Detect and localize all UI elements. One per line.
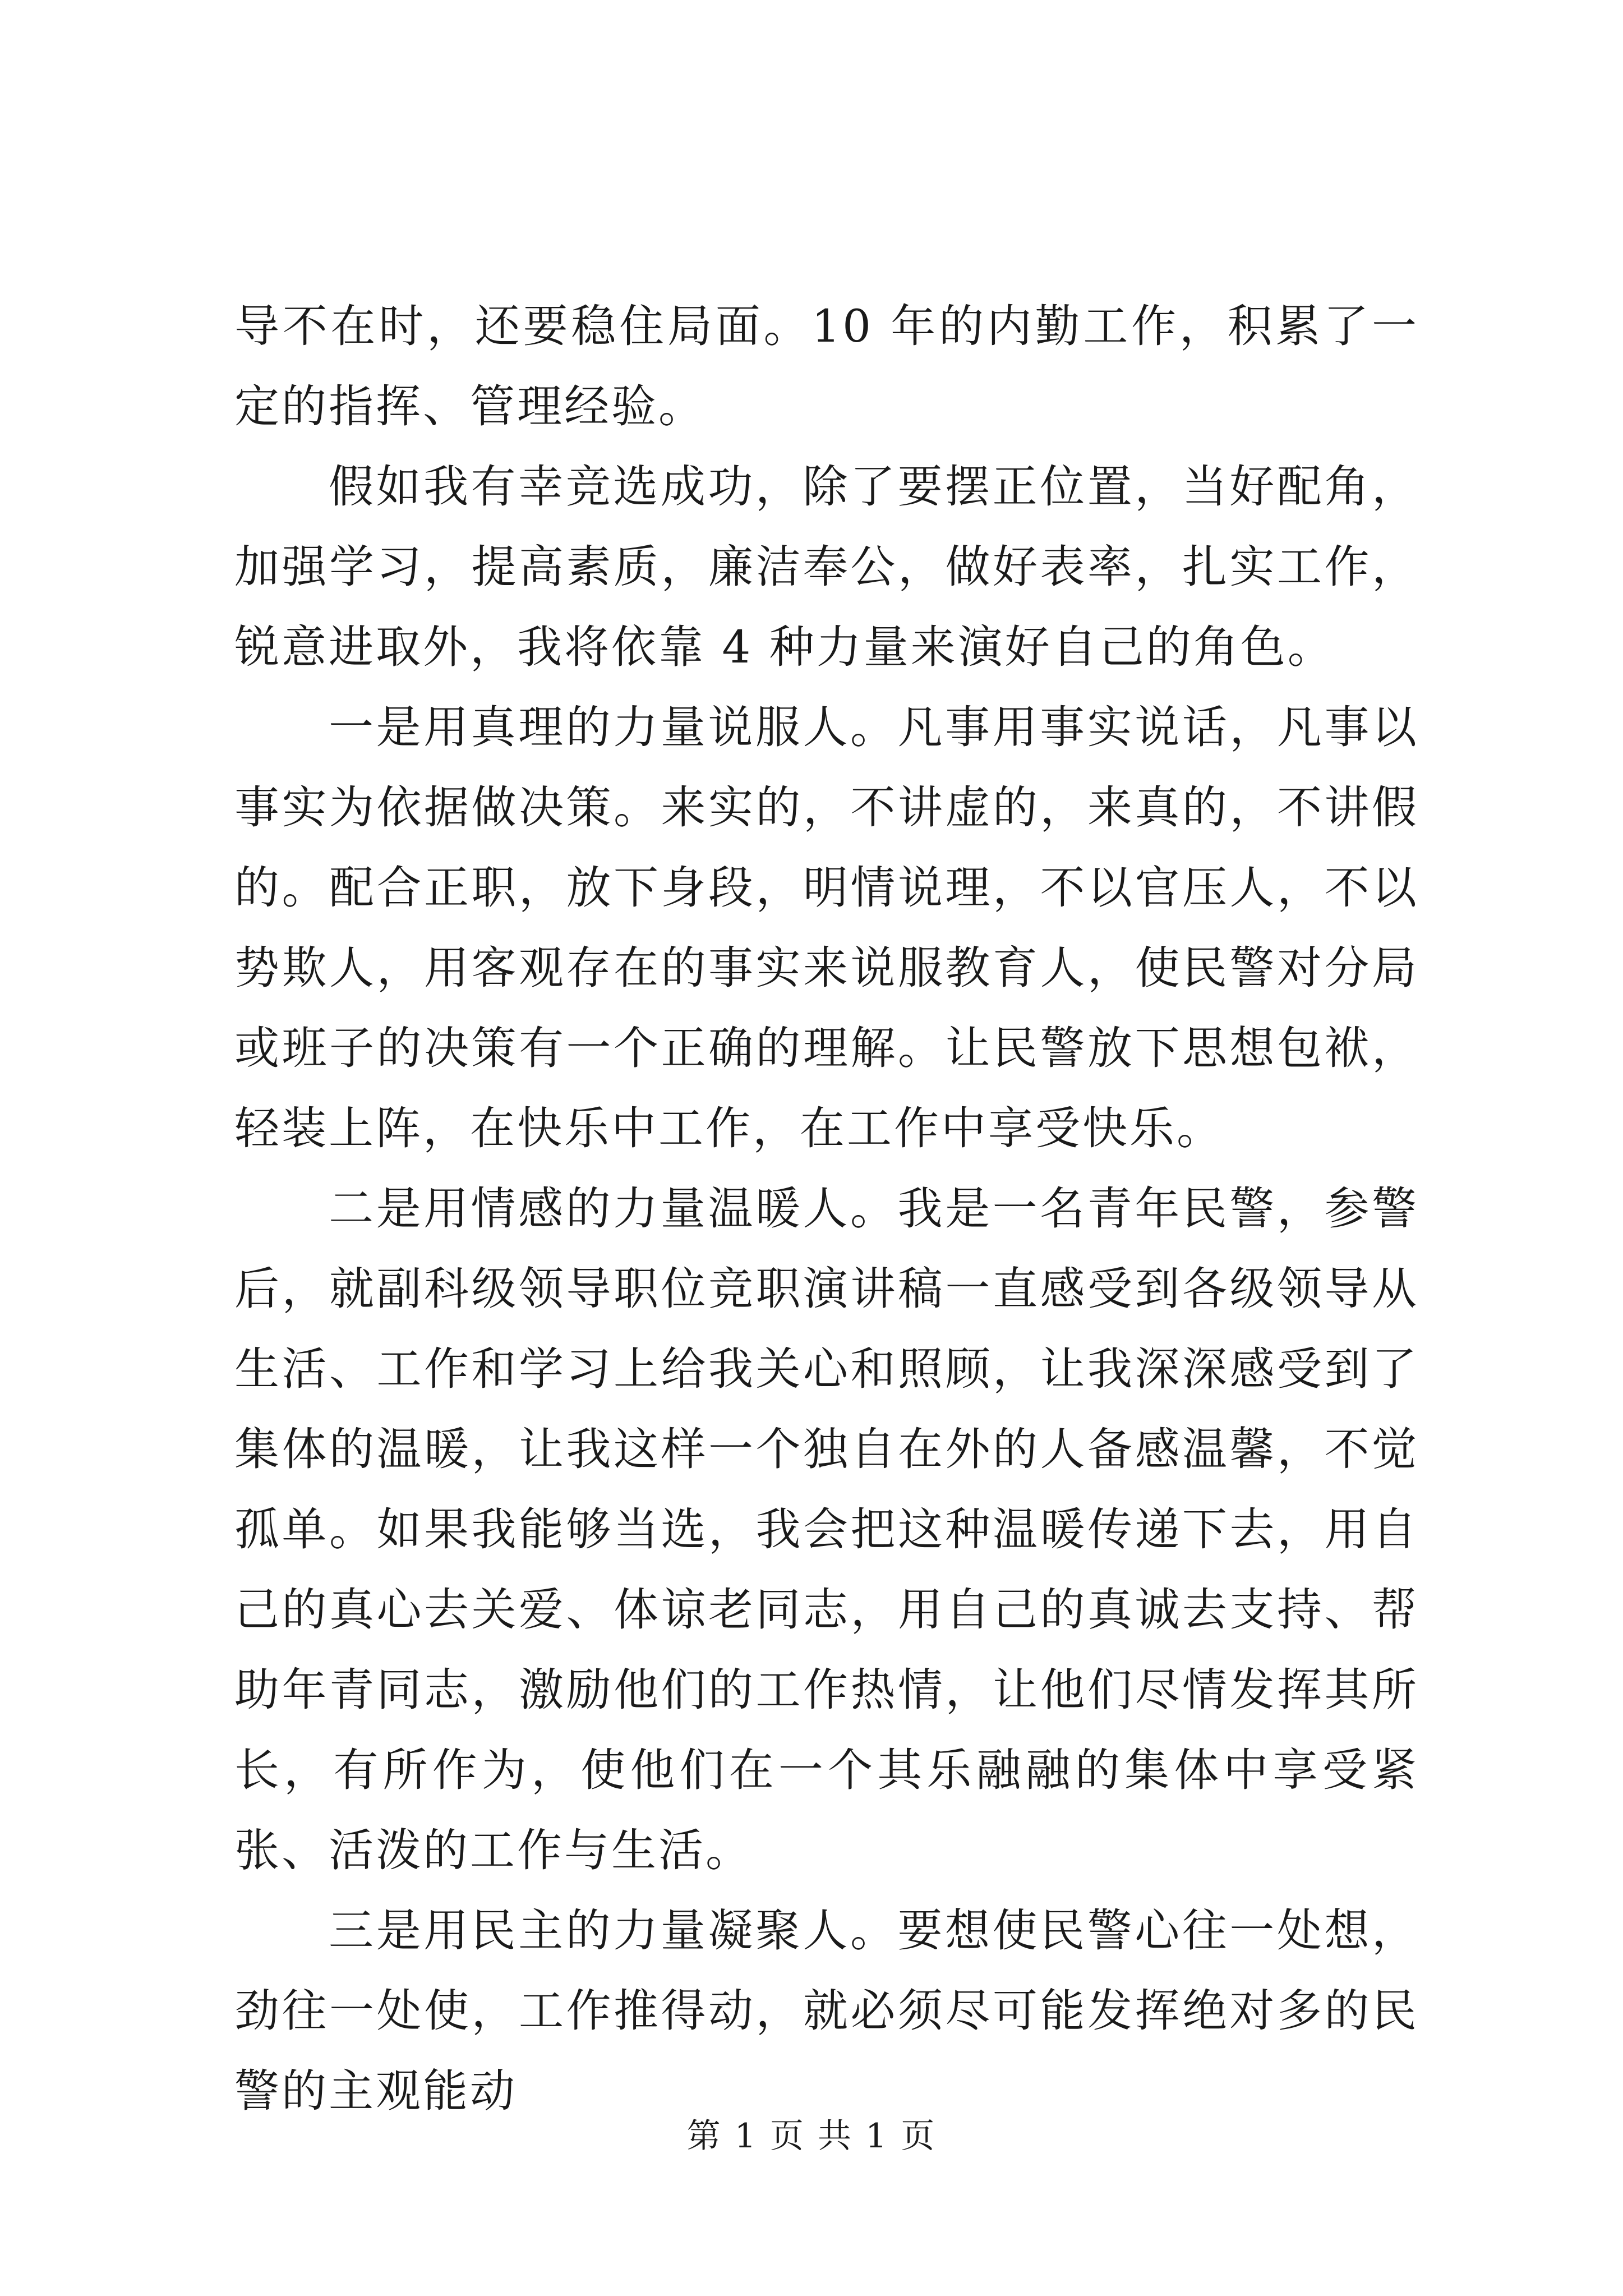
paragraph-4: 二是用情感的力量温暖人。我是一名青年民警，参警后，就副科级领导职位竞职演讲稿一直感受到各级领导从生活、工作和学习上给我关心和照顾，让我深深感受到了集体的温暖，让我这样一个独自在外的人备感温馨，不觉孤单。如果我能够当选，我会把这种温暖传递下去，用自己的真心去关爱、体谅老同志，用自己的真诚去支持、帮助年青同志，激励他们的工作热情，让他们尽情发挥其所长，有所作为，使他们在一个其乐融融的集体中享受紧张、活泼的工作与生活。	[234, 1182, 1419, 1876]
paragraph-5: 三是用民主的力量凝聚人。要想使民警心往一处想，劲往一处使，工作推得动，就必须尽可能发挥绝对多的民警的主观能动	[234, 1904, 1419, 2117]
page-footer: 第 1 页 共 1 页	[686, 2116, 937, 2156]
paragraph-2: 假如我有幸竞选成功，除了要摆正位置，当好配角，加强学习，提高素质，廉洁奉公，做好表率，扎实工作，锐意进取外，我将依靠 4 种力量来演好自己的角色。	[234, 461, 1419, 673]
document-body	[234, 286, 1419, 2131]
paragraph-3: 一是用真理的力量说服人。凡事用事实说话，凡事以事实为依据做决策。来实的，不讲虚的，来真的，不讲假的。配合正职，放下身段，明情说理，不以官压人，不以势欺人，用客观存在的事实来说服教育人，使民警对分局或班子的决策有一个正确的理解。让民警放下思想包袱，轻装上阵，在快乐中工作，在工作中享受快乐。	[234, 701, 1419, 1154]
paragraph-1: 导不在时，还要稳住局面。10 年的内勤工作，积累了一定的指挥、管理经验。	[234, 300, 1419, 432]
